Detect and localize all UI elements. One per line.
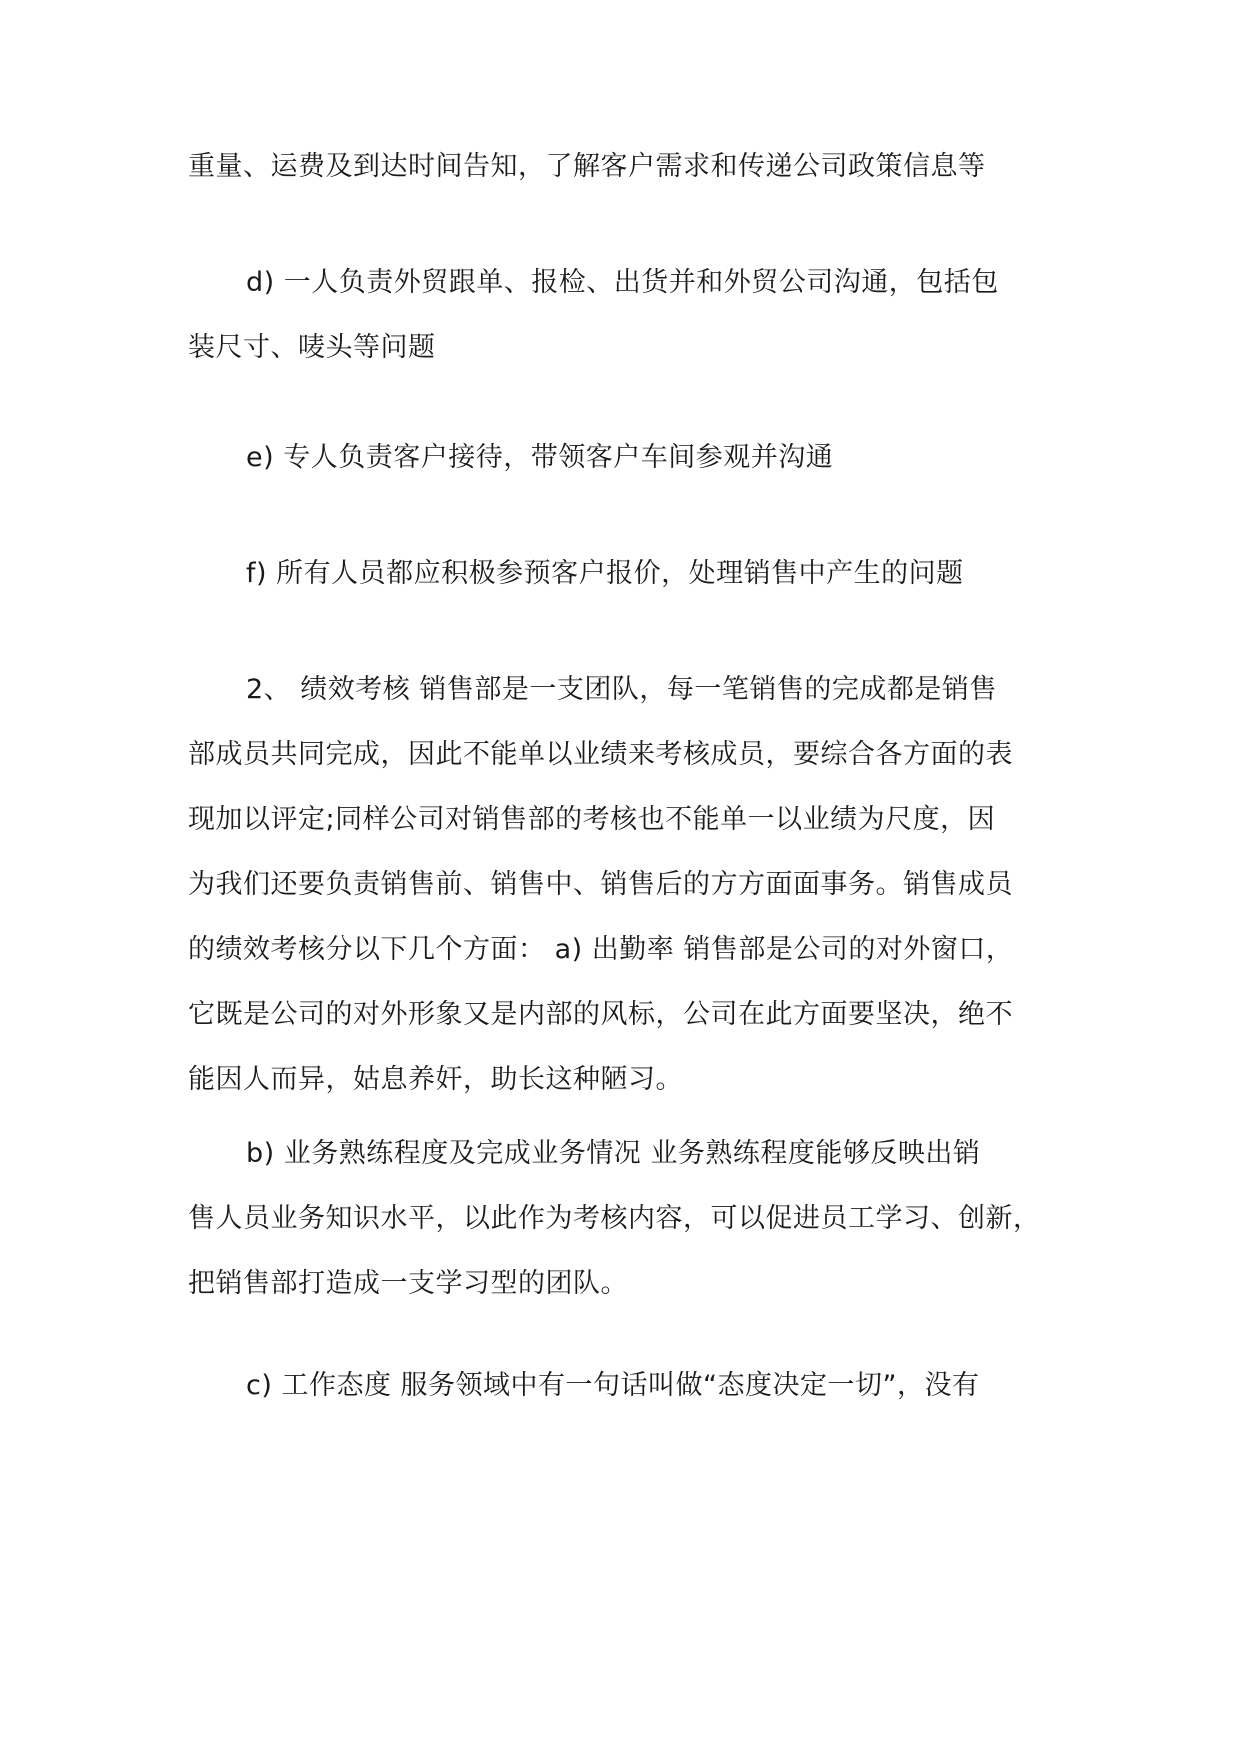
text-line: c) 工作态度 服务领域中有一句话叫做“态度决定一切”，没有: [246, 1370, 980, 1401]
text-line: 重量、运费及到达时间告知，了解客户需求和传递公司政策信息等: [188, 151, 986, 182]
text-line: 的绩效考核分以下几个方面： a) 出勤率 销售部是公司的对外窗口，: [188, 934, 1014, 965]
text-line: d) 一人负责外贸跟单、报检、出货并和外贸公司沟通，包括包: [246, 267, 999, 298]
paragraph-item-c: [188, 1353, 1058, 1418]
paragraph-shipping-info: [188, 134, 1058, 199]
paragraph-item-d: [188, 250, 1058, 380]
text-line: e) 专人负责客户接待，带领客户车间参观并沟通: [246, 442, 834, 473]
paragraph-item-b: [188, 1121, 1058, 1316]
text-line: f) 所有人员都应积极参预客户报价，处理销售中产生的问题: [246, 558, 964, 589]
paragraph-item-e: [188, 425, 1058, 490]
text-line: 把销售部打造成一支学习型的团队。: [188, 1268, 628, 1299]
text-line: 它既是公司的对外形象又是内部的风标，公司在此方面要坚决，绝不: [188, 999, 1013, 1030]
paragraph-item-f: [188, 541, 1058, 606]
text-line: 2、 绩效考核 销售部是一支团队，每一笔销售的完成都是销售: [246, 674, 997, 705]
text-line: 部成员共同完成，因此不能单以业绩来考核成员，要综合各方面的表: [188, 739, 1013, 770]
text-line: b) 业务熟练程度及完成业务情况 业务熟练程度能够反映出销: [246, 1138, 981, 1169]
text-line: 售人员业务知识水平，以此作为考核内容，可以促进员工学习、创新，: [188, 1203, 1041, 1234]
paragraph-performance-review: [188, 657, 1058, 1112]
text-line: 装尺寸、唛头等问题: [188, 332, 436, 363]
text-line: 现加以评定;同样公司对销售部的考核也不能单一以业绩为尺度，因: [188, 804, 996, 835]
text-line: 为我们还要负责销售前、销售中、销售后的方方面面事务。销售成员: [188, 869, 1013, 900]
text-line: 能因人而异，姑息养奸，助长这种陋习。: [188, 1064, 683, 1095]
